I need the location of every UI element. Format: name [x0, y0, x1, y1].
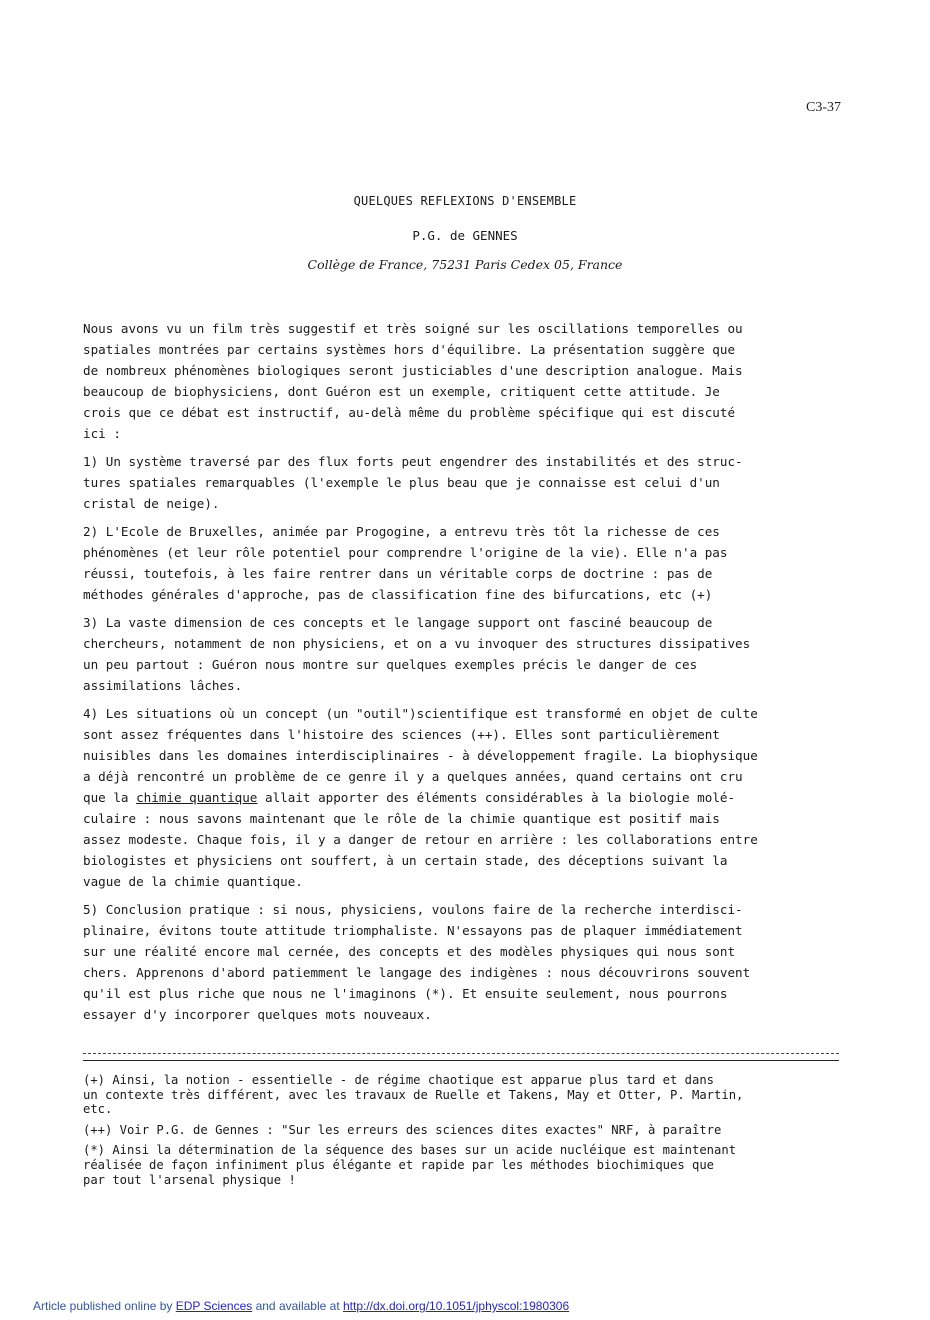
- page-number: C3-37: [806, 100, 841, 115]
- paragraph-point-4: [83, 703, 843, 892]
- paragraph-intro: Nous avons vu un film très suggestif et très soigné sur les oscillations temporelles ou spatiales montrées par certains systèmes hors d'équilibre. La présentation suggère que de nombreux phénomènes biologiques seront justiciables d'une description analogue. Mais beaucoup de biophysiciens, dont Guéron est un exemple, critiquent cette attitude. Je crois que ce débat est instructif, au-delà même du problème spécifique qui est discuté ici :: [83, 321, 743, 441]
- paragraph-point-4-start: 4) Les situations où un concept (un "outil")scientifique est transformé en objet de culte sont assez fréquentes dans l'histoire des sciences (++). Elles sont particulièrement nuisibles dans les domaines interdisciplinaires - à développement fragile. La biophysique a déjà rencontré un problème de ce genre il y a quelques années, quand certains ont cru que la: [83, 706, 758, 805]
- paragraph-point-3: 3) La vaste dimension de ces concepts et le langage support ont fasciné beaucoup de chercheurs, notamment de non physiciens, et on a vu invoquer des structures dissipatives un peu partout : Guéron nous montre sur quelques exemples précis le danger de ces assimilations lâches.: [83, 615, 751, 693]
- author-name: P.G. de GENNES: [412, 228, 518, 243]
- footnote-star: (*) Ainsi la détermination de la séquence des bases sur un acide nucléique est maintenant réalisée de façon infiniment plus élégante et rapide par les méthodes biochimiques que par tout l'arsenal physique !: [83, 1143, 737, 1187]
- paper-title: QUELQUES REFLEXIONS D'ENSEMBLE: [353, 194, 577, 208]
- footer-middle: and available at: [252, 1299, 343, 1313]
- paragraph-point-2: 2) L'Ecole de Bruxelles, animée par Progogine, a entrevu très tôt la richesse de ces phénomènes (et leur rôle potentiel pour comprendre l'origine de la vie). Elle n'a pas réussi, toutefois, à les faire rentrer dans un véritable corps de doctrine : pas de méthodes générales d'approche, pas de classification fine des bifurcations, etc (+): [83, 524, 728, 602]
- footer-prefix: Article published online by: [33, 1299, 176, 1313]
- paragraph-point-4-end: allait apporter des éléments considérables à la biologie molé- culaire : nous savons maintenant que le rôle de la chimie quantique est positif mais assez modeste. Chaque fois, il y a danger de retour en arrière : les collaborations entre biologistes et physiciens ont souffert, à un certain stade, des déceptions suivant la vague de la chimie quantique.: [83, 790, 758, 889]
- paragraph-point-1: 1) Un système traversé par des flux forts peut engendrer des instabilités et des struc- tures spatiales remarquables (l'exemple le plus beau que je connaisse est celui d'un cristal de neige).: [83, 454, 743, 511]
- publisher-link[interactable]: EDP Sciences: [175, 1299, 253, 1313]
- footnote-rule: [83, 1060, 839, 1061]
- body-text: [83, 318, 843, 1032]
- footnote-dashed-separator: [83, 1053, 839, 1054]
- doi-link[interactable]: http://dx.doi.org/10.1051/jphyscol:1980306: [342, 1299, 570, 1313]
- footnote-double-plus: (++) Voir P.G. de Gennes : "Sur les erreurs des sciences dites exactes" NRF, à paraître: [83, 1122, 722, 1137]
- footnote-plus: (+) Ainsi, la notion - essentielle - de régime chaotique est apparue plus tard et dans un contexte très différent, avec les travaux de Ruelle et Takens, May et Otter, P. Martin, etc.: [83, 1073, 744, 1117]
- underlined-term: chimie quantique: [136, 790, 258, 805]
- paragraph-point-5: 5) Conclusion pratique : si nous, physiciens, voulons faire de la recherche interdisci- plinaire, évitons toute attitude triomphaliste. N'essayons pas de plaquer immédiatement sur une réalité encore mal cernée, des concepts et des modèles physiques qui nous sont chers. Apprenons d'abord patiemment le langage des indigènes : nous découvrirons souvent qu'il est plus riche que nous ne l'imaginons (*). Et ensuite seulement, nous pourrons essayer d'y incorporer quelques mots nouveaux.: [83, 902, 751, 1022]
- author-affiliation: Collège de France, 75231 Paris Cedex 05, France: [307, 257, 623, 272]
- publication-footer: [33, 1299, 569, 1313]
- footnotes: [83, 1073, 853, 1193]
